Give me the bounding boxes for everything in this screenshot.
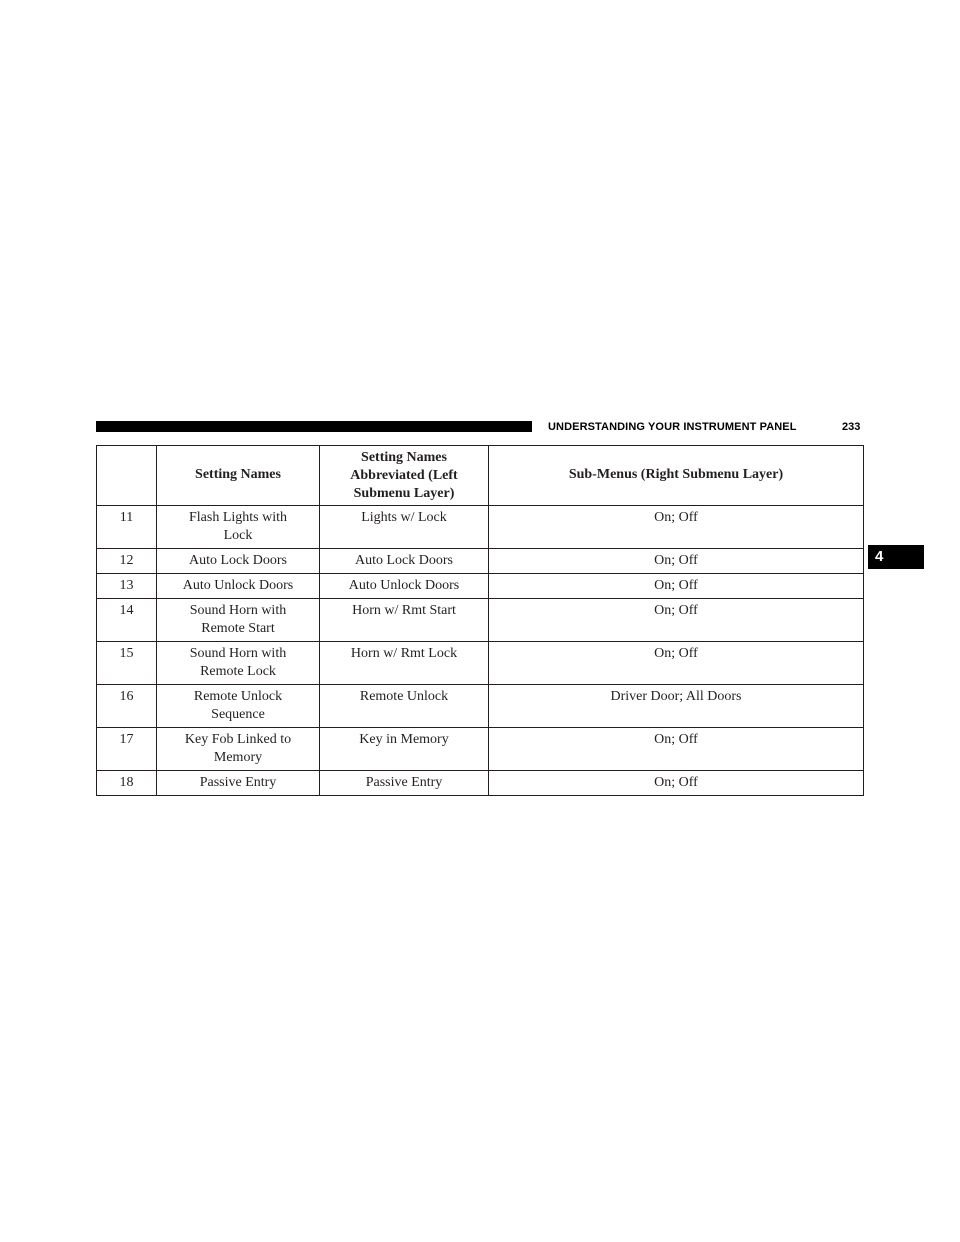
column-header-abbreviated: Setting Names Abbreviated (Left Submenu Layer) <box>320 446 489 506</box>
row-number: 15 <box>97 642 157 685</box>
column-header-sub-menus: Sub-Menus (Right Submenu Layer) <box>489 446 864 506</box>
setting-name: Auto Lock Doors <box>157 549 320 574</box>
table-row <box>97 685 864 728</box>
sub-menu-options: On; Off <box>489 506 864 549</box>
row-number: 12 <box>97 549 157 574</box>
sub-menu-options: On; Off <box>489 574 864 599</box>
setting-abbreviation: Auto Lock Doors <box>320 549 489 574</box>
section-title: UNDERSTANDING YOUR INSTRUMENT PANEL <box>548 421 797 433</box>
row-number: 11 <box>97 506 157 549</box>
column-header-number <box>97 446 157 506</box>
table-row <box>97 728 864 771</box>
sub-menu-options: On; Off <box>489 599 864 642</box>
setting-name: Sound Horn with Remote Start <box>157 599 320 642</box>
setting-abbreviation: Horn w/ Rmt Lock <box>320 642 489 685</box>
row-number: 14 <box>97 599 157 642</box>
sub-menu-options: On; Off <box>489 771 864 796</box>
sub-menu-options: On; Off <box>489 728 864 771</box>
header-rule <box>96 421 532 432</box>
setting-abbreviation: Passive Entry <box>320 771 489 796</box>
table-row <box>97 549 864 574</box>
row-number: 16 <box>97 685 157 728</box>
setting-name: Key Fob Linked to Memory <box>157 728 320 771</box>
page-number: 233 <box>842 421 861 433</box>
column-header-setting-names: Setting Names <box>157 446 320 506</box>
row-number: 17 <box>97 728 157 771</box>
setting-name: Flash Lights with Lock <box>157 506 320 549</box>
setting-name: Remote Unlock Sequence <box>157 685 320 728</box>
setting-abbreviation: Remote Unlock <box>320 685 489 728</box>
setting-name: Passive Entry <box>157 771 320 796</box>
row-number: 18 <box>97 771 157 796</box>
table-row <box>97 771 864 796</box>
setting-abbreviation: Lights w/ Lock <box>320 506 489 549</box>
setting-name: Sound Horn with Remote Lock <box>157 642 320 685</box>
table-row <box>97 642 864 685</box>
settings-table <box>96 445 864 796</box>
chapter-tab: 4 <box>868 545 924 569</box>
setting-name: Auto Unlock Doors <box>157 574 320 599</box>
setting-abbreviation: Horn w/ Rmt Start <box>320 599 489 642</box>
sub-menu-options: Driver Door; All Doors <box>489 685 864 728</box>
table-header-row <box>97 446 864 506</box>
row-number: 13 <box>97 574 157 599</box>
table-row <box>97 599 864 642</box>
table-row <box>97 574 864 599</box>
setting-abbreviation: Key in Memory <box>320 728 489 771</box>
table-row <box>97 506 864 549</box>
sub-menu-options: On; Off <box>489 549 864 574</box>
setting-abbreviation: Auto Unlock Doors <box>320 574 489 599</box>
sub-menu-options: On; Off <box>489 642 864 685</box>
